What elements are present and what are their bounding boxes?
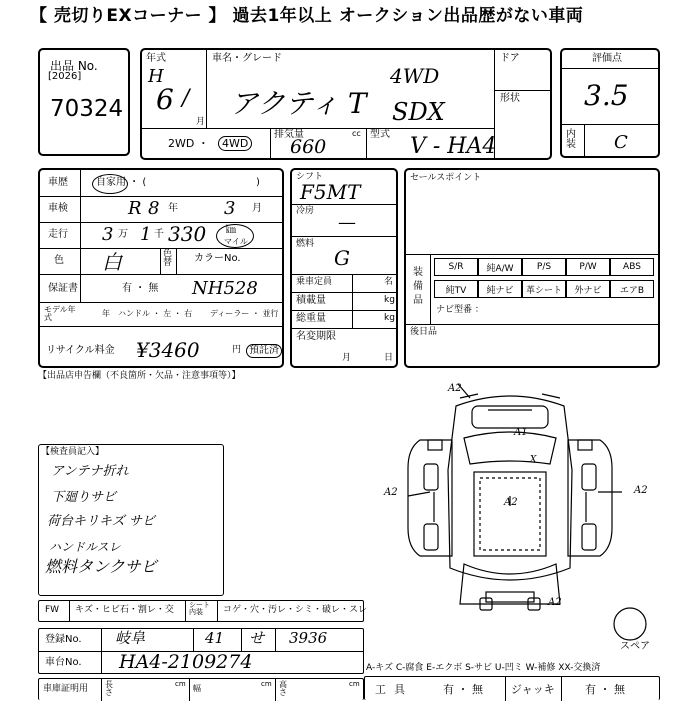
diagram-mark-a2-right: A2 [634,485,648,496]
gross-label: 総重量 [296,313,326,324]
inspector-label: 【検査員記入】 [41,447,105,457]
damage-legend: A-キズ C-腐食 E-エクボ S-サビ U-凹ミ W-補修 XX-交換済 [366,663,601,673]
handle-options: ハンドル ・ 左 ・ 右 [118,309,193,318]
diagram-mark-a2-center: A2 [504,497,518,508]
year-dash: / [182,86,190,111]
equip-leather: 革シート [522,280,566,298]
diagram-mark-x: X [530,455,537,465]
interior-label: 内装 [566,129,576,150]
mileage-man-unit: 万 [118,229,128,240]
inspector-note-2: 下廻りサビ [51,490,117,505]
mileage-rest: 330 [168,222,207,246]
cert-label: 車庫証明用 [43,684,89,694]
equip-aw: 純A/W [478,258,522,276]
garage-cert-row [38,678,364,700]
color-value: 白 [102,250,122,274]
drive-4wd: 4WD [218,136,252,151]
equip-tv: 純TV [434,280,478,298]
shift-label: シフト [296,172,324,182]
year-label: 年式 [146,53,166,64]
diagram-mark-a2-top: A2 [448,383,462,394]
model-label: 型式 [370,129,390,140]
recycle-label: リサイクル料金 [46,345,115,356]
paint-label: 色替 [163,249,173,268]
equip-airbag: エアB [610,280,654,298]
inspection-month-unit: 月 [252,203,262,214]
inspection-label: 車検 [48,203,68,214]
score-box [560,48,660,158]
year-value: 6 [156,83,174,116]
passengers-label: 乗車定員 [296,277,333,287]
jack-label: ジャッキ [511,683,555,696]
chassis-value: HA4-2109274 [119,651,253,673]
equip-abs: ABS [610,258,654,276]
dealer-options: ディーラー ・ 並行 [210,309,279,318]
car-label: 車名・グレード [212,53,282,64]
fuel-label: 燃料 [296,239,315,249]
after-date-label: 後日品 [410,327,438,337]
ac-label: 冷房 [296,206,315,216]
equip-ps: P/S [522,258,566,276]
recycle-value: ¥3460 [136,338,200,362]
inspection-year: 8 [148,198,160,219]
car-grade: SDX [392,98,445,126]
diagram-mark-a2-rear: A2 [548,597,562,608]
car-name: アクティ T [230,87,367,120]
score-label: 評価点 [592,53,622,64]
diagram-mark-a1: A1 [514,427,528,438]
lot-sub: [2026] [48,71,82,82]
inspector-note-3: 荷台キリキズ サビ [47,514,155,529]
cert-length-unit: cm [175,680,186,688]
load-unit: kg [384,295,395,305]
registration-place: 岐阜 [115,629,146,647]
lot-label: 出品 No. [50,59,98,73]
fuel-value: G [334,246,350,270]
navi-model-label: ナビ型番 ： [436,305,484,315]
equip-pw: P/W [566,258,610,276]
history-circle [92,174,128,194]
registration-class: 41 [205,629,225,647]
mileage-sen-unit: 千 [154,229,164,240]
equipment-label: 装備品 [413,267,423,306]
mileage-man: 3 [102,224,114,245]
page-title: 【 売切りEXコーナー 】 過去1年以上 オークション出品歴がない車両 [30,6,584,26]
warranty-code: NH528 [192,278,258,299]
spare-label: スペア [620,641,650,652]
inspection-era: R [128,198,142,219]
model-year-label: モデル年式 [44,305,76,322]
cert-width-unit: cm [261,680,272,688]
lot-number: 70324 [50,96,124,122]
car-drive-note: 4WD [390,64,440,88]
registration-table [38,628,364,674]
score-value: 3.5 [584,79,629,112]
color-no-label: カラーNo. [194,253,241,264]
color-label: 色 [54,255,64,266]
name-change-label: 名変期限 [296,331,336,342]
displacement-label: 排気量 [274,129,304,140]
seat-label: シート内装 [189,601,210,616]
cert-length: 長さ [105,680,113,697]
recycle-unit: 円 [232,345,242,355]
fw-row [38,600,368,622]
displacement-value: 660 [290,136,327,158]
door-label: ドア [500,53,520,64]
fw-label: FW [45,605,60,615]
year-era: H [148,66,164,87]
lot-box [38,48,130,156]
history-options: 自家用 ・ ( [96,177,147,188]
tools-label: 工具 [375,683,413,696]
history-label: 車歴 [48,177,68,188]
displacement-unit: cc [352,129,361,138]
name-change-unit: 月 [342,353,352,363]
inspector-note-5: 燃料タンクサビ [45,557,157,576]
chassis-label: 車台No. [45,657,82,668]
cert-width: 幅 [193,684,201,693]
jack-options: 有 ・ 無 [585,683,625,696]
registration-number: 3936 [289,629,328,647]
warranty-options: 有 ・ 無 [122,283,159,294]
sales-box [404,168,660,368]
inspector-box [38,444,224,596]
model-value: V - HA4 [410,134,497,159]
inspector-note-1: アンテナ折れ [51,464,129,479]
gross-unit: kg [384,313,395,323]
cert-height-unit: cm [349,680,360,688]
seat-items: コゲ・穴・汚レ・シミ・破レ・スレ [223,605,368,615]
model-year-unit: 年 [102,309,110,318]
equip-sr: S/R [434,258,478,276]
name-change-day: 日 [384,353,394,363]
registration-label: 登録No. [45,634,82,645]
inspector-note-4: ハンドルスレ [49,540,121,554]
vehicle-diagram [360,378,660,648]
warranty-label: 保証書 [48,283,78,294]
diagram-mark-a2-left: A2 [384,487,398,498]
interior-value: C [614,132,628,153]
mileage-sen: 1 [140,224,152,245]
car-info-box [140,48,552,160]
cert-height: 高さ [279,680,287,697]
year-unit: 月 [196,117,206,127]
inspection-year-unit: 年 [168,203,178,214]
fw-items: キズ・ヒビ石・割レ・交 [75,605,174,615]
passengers-unit: 名 [384,277,394,287]
ac-value: — [338,212,356,233]
mileage-label: 走行 [48,229,68,240]
shape-label: 形状 [500,93,520,104]
seller-report-label: 【出品店申告欄（不良箇所・欠品・注意事項等）】 [38,371,241,381]
mechanical-table [290,168,398,368]
load-label: 積載量 [296,295,326,306]
vehicle-detail-table [38,168,284,368]
tools-options: 有 ・ 無 [443,683,483,696]
equip-navi: 純ナビ [478,280,522,298]
recycle-status: 預託済 [246,344,282,358]
history-close: ) [256,177,260,188]
shift-value: F5MT [300,180,361,204]
mileage-km: ㎞ [226,225,236,236]
sales-point-label: セールスポイント [410,173,482,183]
drive-2wd: 2WD ・ [168,137,209,150]
equip-ext-navi: 外ナビ [566,280,610,298]
tools-row [364,676,660,700]
mileage-mile-unit: マイル [224,237,248,246]
registration-kana: せ [249,629,265,647]
inspection-month: 3 [224,198,236,219]
